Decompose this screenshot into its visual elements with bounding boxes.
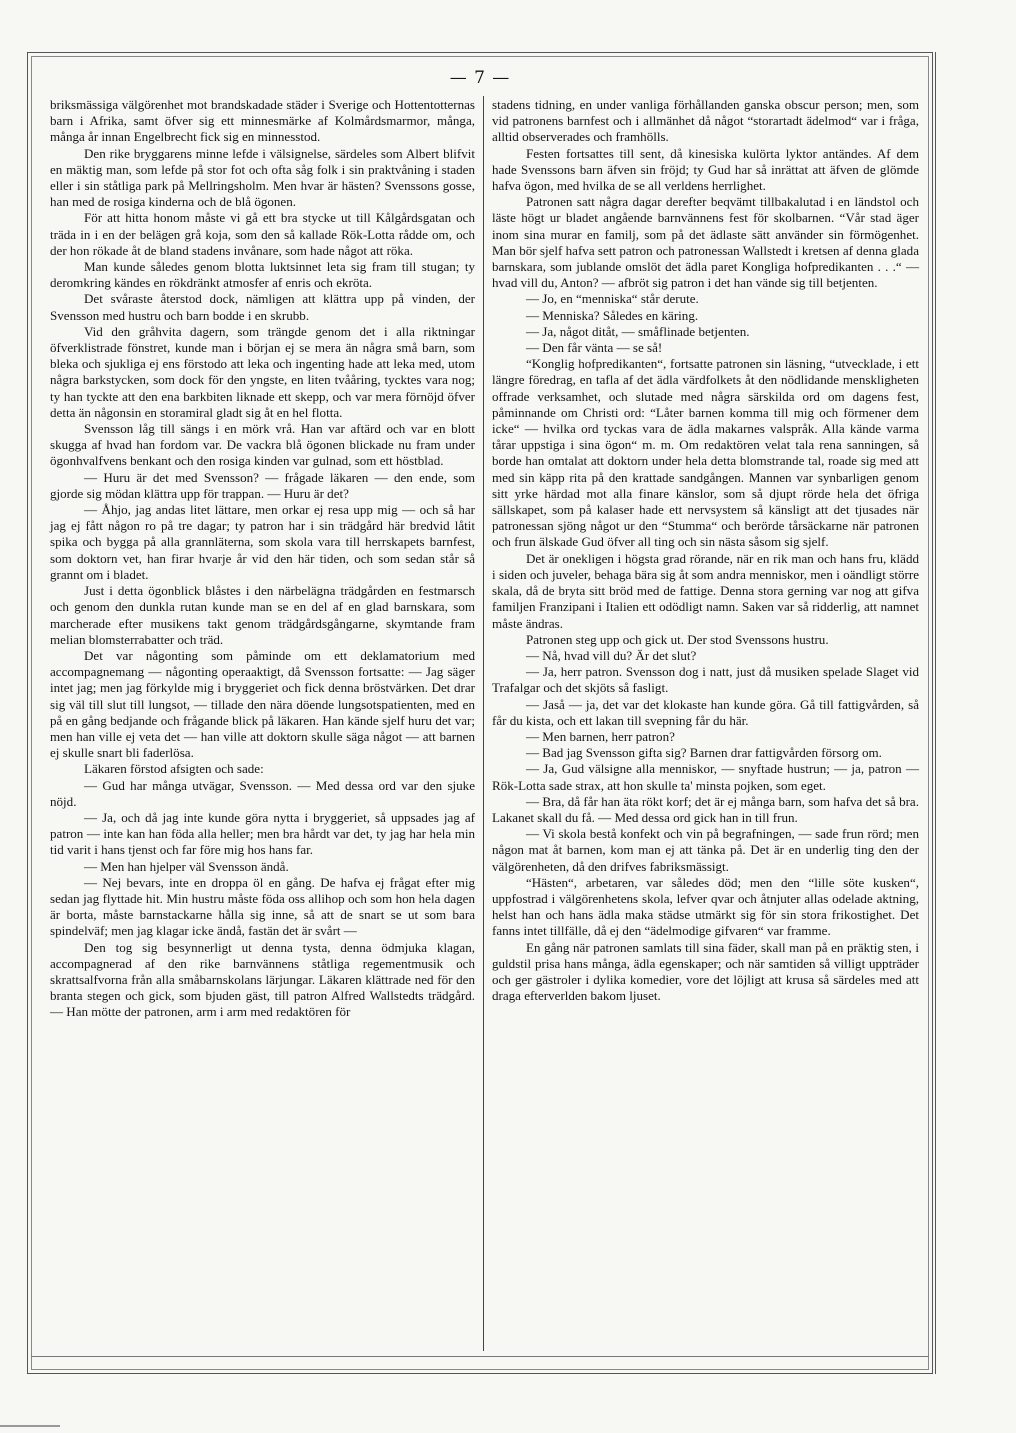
paragraph: stadens tidning, en under vanliga förhållanden ganska obscur person; men, som vid patronens barnfest och i allmänhet då något “storartadt ädelmod“ var i fråga, alltid observerades och framhölls. (492, 97, 919, 145)
paragraph: Patronen steg upp och gick ut. Der stod Svenssons hustru. (526, 631, 829, 647)
page-number: — 7 — (449, 68, 511, 88)
paragraph: Det är onekligen i högsta grad rörande, när en rik man och hans fru, klädd i siden och juveler, behaga bära sig åt som andra menniskor, men i oändligt större skala, då de bryta sitt bröd med de fattige. Denna stora gerning var nog att gifva familjen Franzipani i Italien ett odödligt namn. Saken var så ridderlig, att namnet måste ändras. (492, 550, 919, 631)
paragraph: — Åhjo, jag andas litet lättare, men orkar ej resa upp mig — och så har jag ej fått någon ro på tre dagar; ty patron har i sin trädgård här bredvid låtit spika och bygga på alla grannläterna, som skola vara till herrskapets barnfest, som doktorn vet, han firar hvarje år vid den här tiden, och som sedan står så grannt om i bladet. (50, 502, 475, 582)
paragraph: “Hästen“, arbetaren, var således död; men den “lille söte kusken“, uppfostrad i välgörenhetens skola, lefver qvar och åtnjuter allas odelade aktning, helst han och hans ädla maka städse utmärkt sig för sin stora frikostighet. Det fanns intet tillfälle, då ej den “ädelmodige gifvaren“ var framme. (492, 874, 919, 939)
paragraph: — Den får vänta — se så! (526, 340, 663, 356)
paragraph: — Ja, Gud välsigne alla menniskor, — snyftade hustrun; — ja, patron — Rök-Lotta sade strax, att hon skulle ta' minsta pojken, som eget. (492, 761, 919, 793)
paragraph: — Ja, något ditåt, — småflinade betjenten. (526, 323, 750, 339)
paragraph: briksmässiga välgörenhet mot brandskadade städer i Sverige och Hottentotternas barn i Afrika, samt öfver sig ett minnesmärke af Kolmårdsmarmor, många, många år innan Engelbrecht fick sig en minnesstod. (50, 97, 475, 145)
paragraph: — Jaså — ja, det var det klokaste han kunde göra. Gå till fattigvården, så får du kista, och ett lakan till svepning får du här. (492, 696, 919, 728)
paragraph: Just i detta ögonblick blåstes i den närbelägna trädgården en festmarsch och genom den dunkla rutan kunde man se en del af en glad barnskara, som marcherade efter musikens takt genom trädgårdsgångarne, skymtande fram melian blomsterrabatter och träd. (50, 583, 475, 647)
paragraph: “Konglig hofpredikanten“, fortsatte patronen sin läsning, “utvecklade, i ett längre föredrag, en tafla af det ädla värdfolkets åt den nödlidande menskligheten offrade verksamhet, och slutade med några särskilda ord om dagens fest, påminnande om Christi ord: “Låter barnen komma till mig och förmener dem icke“ — hvilka ord tyckas vara de ädla makarnes valspråk. Alla kände varma tårar uppstiga i sina ögon“ m. m. Om redaktören velat tala rena sanningen, så borde han omtalat att doktorn under hela detta blomstrande tal, roade sig med att med sin käpp rita på den krattade sandgången. Mannen var synbarligen genom sitt yrke härdad mot alla finare känslor, som så djupt rörde hela det öfriga sällskapet, som på kalaser hade ett nervsystem så känsligt att det tjusades när patronessan sjöng något ur den “Stumma“ och berörde tårsäckarne när patronen och frun älskade Gud öfver all ting och sin nästa såsom sig sjelf. (492, 356, 919, 550)
paragraph: En gång när patronen samlats till sina fäder, skall man på en präktig sten, i guldstil prisa hans många, ädla egenskaper; och när samtiden så villigt uppträder och ger gästroler i dylika komedier, vore det löjligt att krusa så särdeles med att draga efterverlden bakom ljuset. (492, 939, 919, 1004)
paragraph: — Vi skola bestå konfekt och vin på begrafningen, — sade frun rörd; men någon mat åt barnen, kom man ej att tänka på. Det är en underlig ting den der välgörenheten, då den drifves fabriksmässigt. (492, 826, 919, 874)
paragraph: — Jo, en “menniska“ står derute. (526, 291, 699, 307)
paragraph: Läkaren förstod afsigten och sade: (84, 761, 264, 777)
bottom-rule (31, 1356, 929, 1357)
paragraph: Festen fortsattes till sent, då kinesiska kulörta lyktor antändes. Af dem hade Svenssons barn äfven sin fröjd; ty Gud har så inrättat att äfven de glömde hafva ögon, med hvilka de se all verldens herrlighet. (492, 145, 919, 194)
paragraph: — Huru är det med Svensson? — frågade läkaren — den ende, som gjorde sig mödan klättra upp för trappan. — Huru är det? (50, 469, 475, 501)
paragraph: Patronen satt några dagar derefter beqvämt tillbakalutad i en ländstol och läste högt ur bladet angående barnvännens fest för skolbarnen. “Vår stad äger inom sina murar en familj, som på det ädlaste sätt använder sin förmögenhet. Man bör sjelf hafva sett patron och patronessan Wallstedt i kretsen af denna glada barnskara, som jublande omslöt det ädla paret Kongliga hofpredikanten . . .“ — hvad vill du, Anton? — afbröt sig patron i det han vände sig till betjenten. (492, 194, 919, 291)
paragraph: — Men han hjelper väl Svensson ändå. (84, 858, 289, 874)
paragraph: Man kunde således genom blotta luktsinnet leta sig fram till stugan; ty deromkring kändes en rökdränkt atmosfer af enris och ekröta. (50, 259, 475, 291)
scan-edge-mark (0, 1425, 60, 1427)
paragraph: — Menniska? Således en käring. (526, 307, 699, 323)
paragraph: — Men barnen, herr patron? (526, 728, 675, 744)
paragraph: — Gud har många utvägar, Svensson. — Med dessa ord var den sjuke nöjd. (50, 777, 475, 809)
right-column (492, 97, 919, 1004)
paragraph: Det svåraste återstod dock, nämligen att klättra upp på vinden, der Svensson med hustru och barn bodde i en skrubb. (50, 291, 475, 323)
left-column (50, 97, 475, 1021)
paragraph: Den rike bryggarens minne lefde i välsignelse, särdeles som Albert blifvit en mäktig man, som lefde på stor fot och ofta såg folk i sin praktvåning i staden eller i sin ståtliga park på Mellringsholm. Men hvar är hästen? Svenssons gosse, han med de rosiga kinderna och de blå ögonen. (50, 145, 475, 210)
page-border-right (935, 52, 936, 1374)
paragraph: Vid den gråhvita dagern, som trängde genom det i alla riktningar öfverklistrade fönstret, kunde man i början ej se mera än några små barn, som bleka och sjukliga ej ens förstodo att leka och ingenting hade att leka med, utom några barkstycken, som dock för den yngste, en liten tvååring, tycktes vara nog; ty han tyckte att den ena barkbiten liknade ett skepp, och var mera förnöjd öfver detta än någonsin en storamiral gladt sig åt en hel flotta. (50, 323, 475, 420)
paragraph: — Nej bevars, inte en droppa öl en gång. De hafva ej frågat efter mig sedan jag flyttade hit. Min hustru måste föda oss allihop och som hon hela dagen är borta, måste barnstackarne hålla sig inne, så att de snart se ut som bara spindelväf; men jag klagar icke ändå, fastän det är svårt — (50, 874, 475, 939)
paragraph: Den tog sig besynnerligt ut denna tysta, denna ödmjuka klagan, accompagnerad af den rike barnvännens ståtliga regementmusik och skrattsalfvorna från alla småbarnskolans lärjungar. Läkaren klättrade ned för den branta stegen och gick, som bjuden gäst, till patron Alfred Wallstedts trädgård. — Han mötte der patronen, arm i arm med redaktören för (50, 939, 475, 1020)
paragraph: — Nå, hvad vill du? Är det slut? (526, 647, 697, 663)
paragraph: — Bra, då får han äta rökt korf; det är ej många barn, som hafva det så bra. Lakanet skall du få. — Med dessa ord gick han in till frun. (492, 793, 919, 825)
column-divider (483, 96, 484, 1351)
paragraph: För att hitta honom måste vi gå ett bra stycke ut till Kålgårdsgatan och träda in i en der belägen grå koja, som den så kallade Rök-Lotta rådde om, och der hon rökade åt de bland stadens invånare, som hade något att röka. (50, 210, 475, 258)
paragraph: — Ja, herr patron. Svensson dog i natt, just då musiken spelade Slaget vid Trafalgar och det skjöts så fasligt. (492, 664, 919, 696)
paragraph: Det var någonting som påminde om ett deklamatorium med accompagnemang — någonting operaaktigt, då Svensson fortsatte: — Jag säger intet jag; men jag förkylde mig i bryggeriet och fick denna bröstvärken. Det drar sig väl till slut till lungsot, — tillade den nära döende lungsotspatienten, med en på en gång bedjande och frågande blick på läkaren. Han kände sjelf huru det var; men han ville ej veta det — han ville att doktorn skulle säga något — att barnen ej skulle snart bli faderlösa. (50, 647, 475, 761)
paragraph: Svensson låg till sängs i en mörk vrå. Han var aftärd och var en blott skugga af hvad han fordom var. De vackra blå ögonen blickade nu fram under ögonhvalfvens benkant och den rosiga kinden var gulnad, som ett höstblad. (50, 421, 475, 469)
paragraph: — Bad jag Svensson gifta sig? Barnen drar fattigvården försorg om. (526, 745, 882, 761)
paragraph: — Ja, och då jag inte kunde göra nytta i bryggeriet, så uppsades jag af patron — inte kan han föda alla heller; men bra hårdt var det, ty jag har hela min tid varit i hans tjenst och far före mig hos hans far. (50, 809, 475, 858)
